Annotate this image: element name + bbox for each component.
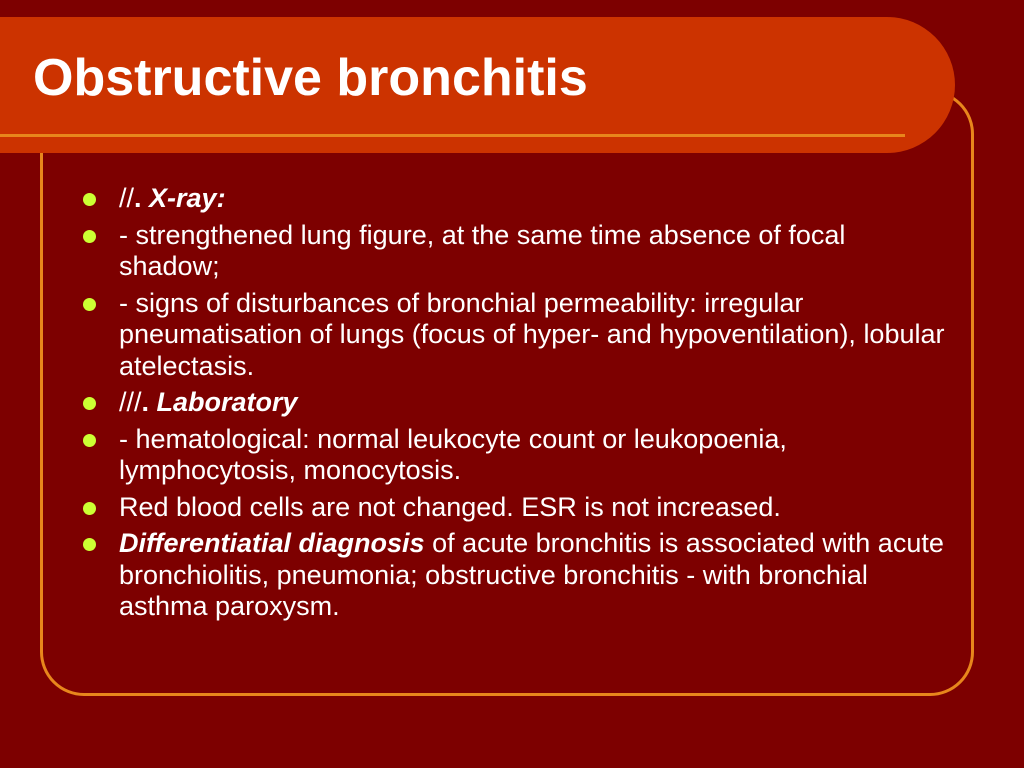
- bullet-item-differential-diagnosis: [78, 528, 948, 623]
- bullet-emphasis: X-ray:: [149, 183, 226, 213]
- bullet-item-lung-figure: [78, 220, 948, 283]
- bullet-dot-icon: [83, 230, 96, 243]
- bullet-item-hematological: [78, 424, 948, 487]
- bullet-emphasis: Differentiatial diagnosis: [119, 528, 425, 558]
- bullet-separator: .: [134, 183, 150, 213]
- bullet-text: of acute bronchitis is associated with acute bronchiolitis, pneumonia; obstructive bronchitis - with bronchial asthma paroxysm.: [119, 528, 944, 621]
- bullet-dot-icon: [83, 193, 96, 206]
- title-underline: [0, 134, 905, 137]
- bullet-text: - hematological: normal leukocyte count or leukopoenia, lymphocytosis, monocytosis.: [119, 423, 787, 485]
- bullet-dot-icon: [83, 298, 96, 311]
- bullet-text: - strengthened lung figure, at the same time absence of focal shadow;: [119, 219, 846, 281]
- bullet-item-permeability: [78, 288, 948, 383]
- bullet-dot-icon: [83, 434, 96, 447]
- bullet-list: [78, 183, 948, 628]
- bullet-dot-icon: [83, 397, 96, 410]
- bullet-separator: .: [141, 387, 157, 417]
- bullet-prefix: ///: [119, 387, 142, 417]
- bullet-emphasis: Laboratory: [156, 387, 298, 417]
- bullet-dot-icon: [83, 538, 96, 551]
- bullet-item-xray: [78, 183, 948, 215]
- bullet-dot-icon: [83, 502, 96, 515]
- bullet-item-laboratory: [78, 387, 948, 419]
- bullet-prefix: //: [119, 183, 135, 213]
- slide-title: Obstructive bronchitis: [33, 49, 588, 107]
- bullet-text: - signs of disturbances of bronchial permeability: irregular pneumatisation of lungs (focus of hyper- and hypoventilation), lobular atelectasis.: [119, 287, 945, 381]
- bullet-text: Red blood cells are not changed. ESR is not increased.: [119, 491, 781, 522]
- bullet-item-red-blood-cells: [78, 492, 948, 524]
